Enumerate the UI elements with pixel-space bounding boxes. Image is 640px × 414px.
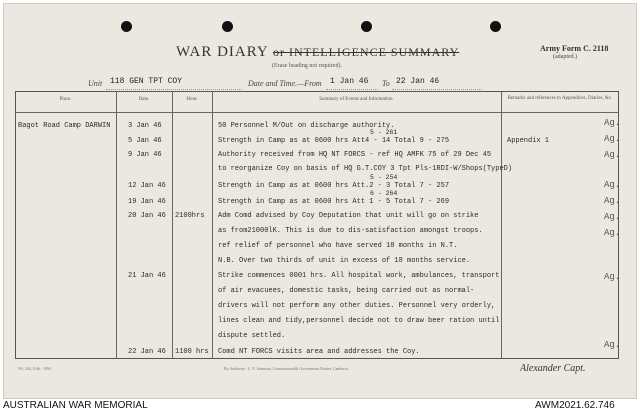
date-from-underline (326, 89, 378, 90)
date-to-underline (392, 89, 482, 90)
entry-date: 20 Jan 46 (128, 212, 166, 220)
entry-date: 21 Jan 46 (128, 272, 166, 280)
entry-hour: 2100hrs (175, 212, 205, 220)
entry-summary: dispute settled. (218, 332, 286, 340)
col-header-date: Date. (138, 97, 150, 102)
margin-signature: Ag. (604, 212, 621, 222)
col-header-remarks: Remarks and references to Appendices, Diaries, &c. (507, 96, 613, 101)
entry-date: 22 Jan 46 (128, 348, 166, 356)
to-label: To (382, 79, 390, 88)
entry-remark: Appendix 1 (507, 137, 550, 145)
entry-summary: drivers will not perform any other duties. Personnel very orderly, (218, 302, 496, 310)
caption-left: AUSTRALIAN WAR MEMORIAL (3, 400, 148, 411)
entry-summary: to reorganize Coy on basis of HQ G.T.COY 3 Tpt Pls-1RDI-W/Shops(TypeD) (218, 165, 513, 173)
entry-summary: Strength in Camp as at 0600 hrs Att 1 - 5 Total 7 - 269 (218, 198, 450, 206)
margin-signature: Ag. (604, 196, 621, 206)
entry-summary: of air evacuees, domestic tasks, being carried out as normal- (218, 287, 475, 295)
margin-signature: Ag. (604, 118, 621, 128)
punch-hole (121, 21, 132, 32)
entry-place: Bagot Road Camp DARWIN (18, 122, 111, 130)
punch-hole (222, 21, 233, 32)
col-header-summary: Summary of Events and Information. (319, 97, 394, 102)
punch-hole (490, 21, 501, 32)
caption-bar (0, 399, 640, 414)
margin-signature: Ag. (604, 180, 621, 190)
col-header-place: Place. (59, 97, 72, 102)
entry-summary: Adm Comd advised by Coy Deputation that unit will go on strike (218, 212, 479, 220)
unit-underline (106, 89, 242, 90)
printer-note: Wt. 264. 8.66 - 1094 (18, 366, 52, 371)
entry-summary: Strength in Camp as at 0600 hrs Att.2 - 3 Total 7 - 257 (218, 182, 450, 190)
entry-summary: lines clean and tidy,personnel decide not to draw beer ration until (218, 317, 500, 325)
entry-summary: Strike commences 0001 hrs. All hospital work, ambulances, transport (218, 272, 500, 280)
entry-date: 5 Jan 46 (128, 137, 162, 145)
entry-date: 9 Jan 46 (128, 151, 162, 159)
authority-note: By Authority : L. F. Johnston, Commonwealth Government Printer, Canberra. (224, 366, 349, 371)
form-adapted: (adapted.) (553, 54, 578, 60)
margin-signature: Ag. (604, 228, 621, 238)
margin-signature: Ag. (604, 150, 621, 160)
entry-date: 12 Jan 46 (128, 182, 166, 190)
entry-summary: N.B. Over two thirds of unit in excess of 18 months service. (218, 257, 471, 265)
caption-right: AWM2021.62.746 (535, 400, 615, 411)
entry-summary: Strength in Camp as at 0600 hrs Att4 - 14 Total 9 - 275 (218, 137, 450, 145)
form-number: Army Form C. 2118 (540, 44, 609, 53)
date-label: Date and Time.—From (248, 79, 322, 88)
entry-strength-breakdown: 5 - 254 (370, 174, 398, 181)
entry-summary: as from21000lK. This is due to dis-satisfaction amongst troops. (218, 227, 483, 235)
title-main: WAR DIARY (176, 44, 269, 60)
margin-signature: Ag. (604, 134, 621, 144)
col-divider (501, 91, 502, 359)
margin-signature: Ag. (604, 272, 621, 282)
unit-label: Unit (88, 79, 103, 88)
entry-summary: Comd NT FORCS visits area and addresses the Coy. (218, 348, 420, 356)
entry-date: 19 Jan 46 (128, 198, 166, 206)
entry-strength-breakdown: 5 - 261 (370, 129, 398, 136)
officer-signature: Alexander Capt. (520, 363, 586, 374)
col-divider (172, 91, 173, 359)
entry-summary: ref relief of personnel who have served 18 months in N.T. (218, 242, 458, 250)
entry-summary: Authority received from HQ NT FORCS - ref HQ AMFK 75 of 29 Dec 45 (218, 151, 492, 159)
date-to-value: 22 Jan 46 (396, 77, 440, 86)
erase-note: (Erase heading not required). (272, 63, 342, 69)
entry-strength-breakdown: 6 - 264 (370, 190, 398, 197)
entry-date: 3 Jan 46 (128, 122, 162, 130)
title-struck: or INTELLIGENCE SUMMARY (272, 45, 460, 59)
col-divider (212, 91, 213, 359)
col-header-hour: Hour. (186, 97, 198, 102)
page-title (176, 44, 459, 61)
punch-hole (361, 21, 372, 32)
col-divider (116, 91, 117, 359)
header-divider (15, 112, 619, 113)
date-from-value: 1 Jan 46 (330, 77, 369, 86)
unit-value: 118 GEN TPT COY (110, 77, 183, 86)
entry-summary: 50 Personnel M/Out on discharge authority. (218, 122, 395, 130)
entry-hour: 1100 hrs (175, 348, 209, 356)
margin-signature: Ag. (604, 340, 621, 350)
